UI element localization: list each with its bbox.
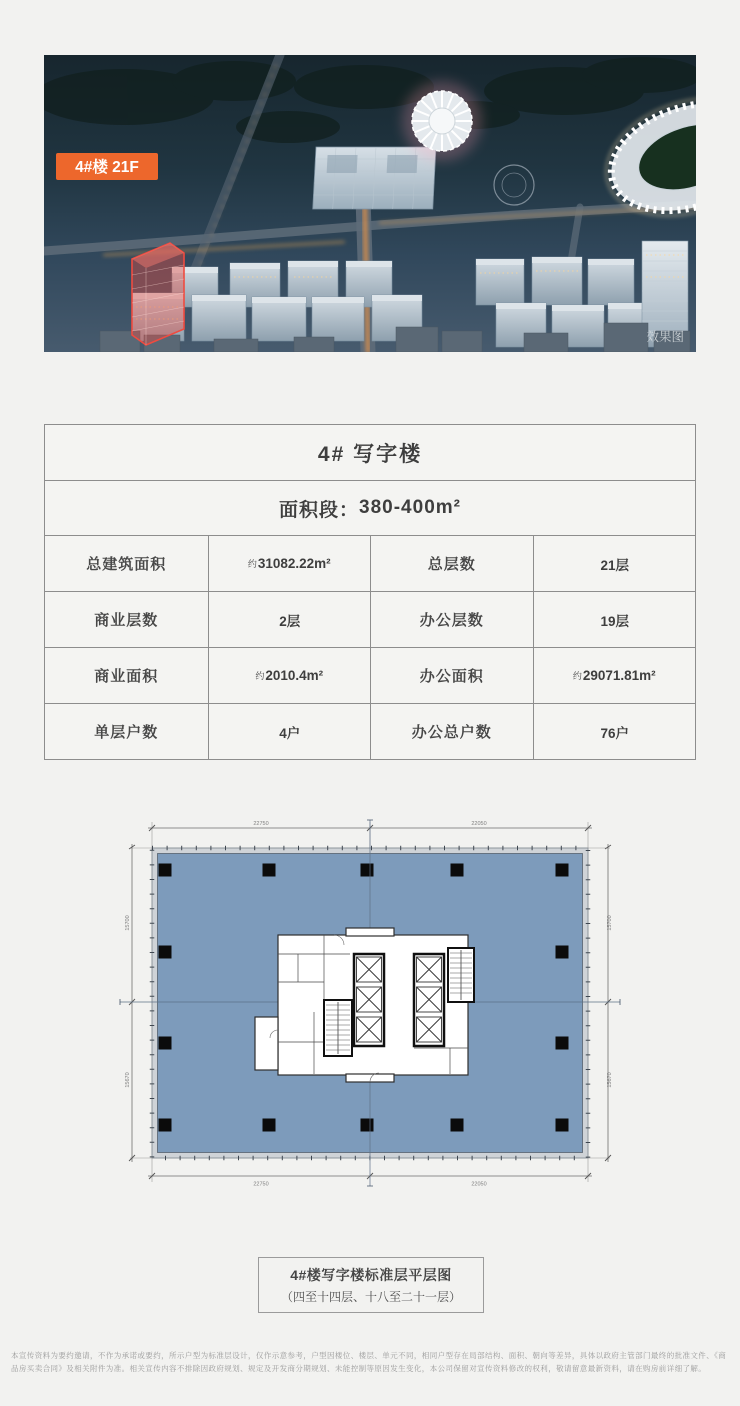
row-label: 商业面积 [94,668,159,685]
plan-caption-floors: （四至十四层、十八至二十一层） [280,1290,461,1304]
row-label: 单层户数 [94,724,159,741]
row-value: 19层 [600,613,630,629]
table-cell [533,535,696,591]
core [255,928,474,1082]
dim-right-upper: 15700 [607,915,613,931]
floor-plan-drawing [118,812,622,1192]
table-cell [208,647,371,703]
plan-caption-box [258,1257,484,1313]
hero-render [44,55,696,352]
stair-b [448,948,474,1002]
approx-mark: 约 [247,559,257,569]
dim-top-left: 22750 [253,821,269,827]
hero-scene [44,55,696,352]
table-row [370,647,533,703]
dimension-right [605,844,613,1162]
elevator-bank-b [414,954,444,1046]
row-label: 总建筑面积 [86,556,167,573]
table-cell [208,591,371,647]
table-row [45,703,208,759]
table-title: 4# 写字楼 [317,442,423,466]
table-cell [208,703,371,759]
table-cell [208,535,371,591]
area-band-label: 面积段： [279,499,360,521]
table-row [45,591,208,647]
row-label: 办公总户数 [411,724,492,741]
table-row [370,535,533,591]
table-cell [533,647,696,703]
row-value: 2010.4m² [265,668,324,683]
row-label: 办公面积 [419,668,484,685]
row-label: 办公层数 [419,612,484,629]
building-info-table [44,424,696,760]
building-tag [56,153,158,180]
table-cell [533,703,696,759]
table-row [45,535,208,591]
elevator-bank-a [354,954,384,1046]
area-band-cell [45,480,695,535]
row-value: 21层 [600,557,630,573]
dim-left-lower: 15670 [125,1072,131,1088]
exhibition-hall [313,147,436,209]
row-value: 2层 [279,613,301,629]
dim-right-lower: 15670 [607,1072,613,1088]
row-value: 31082.22m² [257,556,331,571]
tag-label: 4#楼 21F [75,159,139,176]
plan-caption-title: 4#楼写字楼标准层平层图 [290,1267,452,1283]
row-value: 4户 [279,725,301,741]
table-row [45,647,208,703]
highlighted-building-4 [132,243,184,345]
dimension-left [125,844,135,1162]
approx-mark: 约 [255,671,265,681]
dim-bottom-left: 22750 [253,1181,269,1188]
table-cell [533,591,696,647]
row-label: 商业层数 [94,612,159,629]
render-watermark: 效果图 [646,330,684,344]
dim-left-upper: 15700 [125,915,131,931]
stair-a [324,1000,352,1056]
table-row [370,591,533,647]
row-label: 总层数 [427,556,476,573]
row-value: 29071.81m² [582,668,656,683]
row-value: 76户 [600,725,630,741]
table-title-cell [45,425,695,480]
legal-disclaimer: 本宣传资料为要约邀请，不作为承诺或要约，所示户型为标准层设计，仅作示意参考，户型因楼位、楼层、单元不同，相同户型存在局部结构、面积、朝向等差异，具体以政府主管部门最终的批准文件、《商品房买卖合同》及相关附件为准。相关宣传内容不排除因政府规划、规定及开发商分期规划、未能控制等原因发生变化，本公司保留对宣传资料修改的权利，敬请留意最新资料，请在购房前详细了解。 [11,1351,727,1373]
dim-bottom-right: 22050 [471,1181,487,1188]
area-band-value: 380-400m² [359,497,461,518]
dim-top-right: 22050 [471,821,487,827]
approx-mark: 约 [572,671,582,681]
crown-venue [402,81,482,161]
table-row [370,703,533,759]
floor-plan [118,812,622,1192]
